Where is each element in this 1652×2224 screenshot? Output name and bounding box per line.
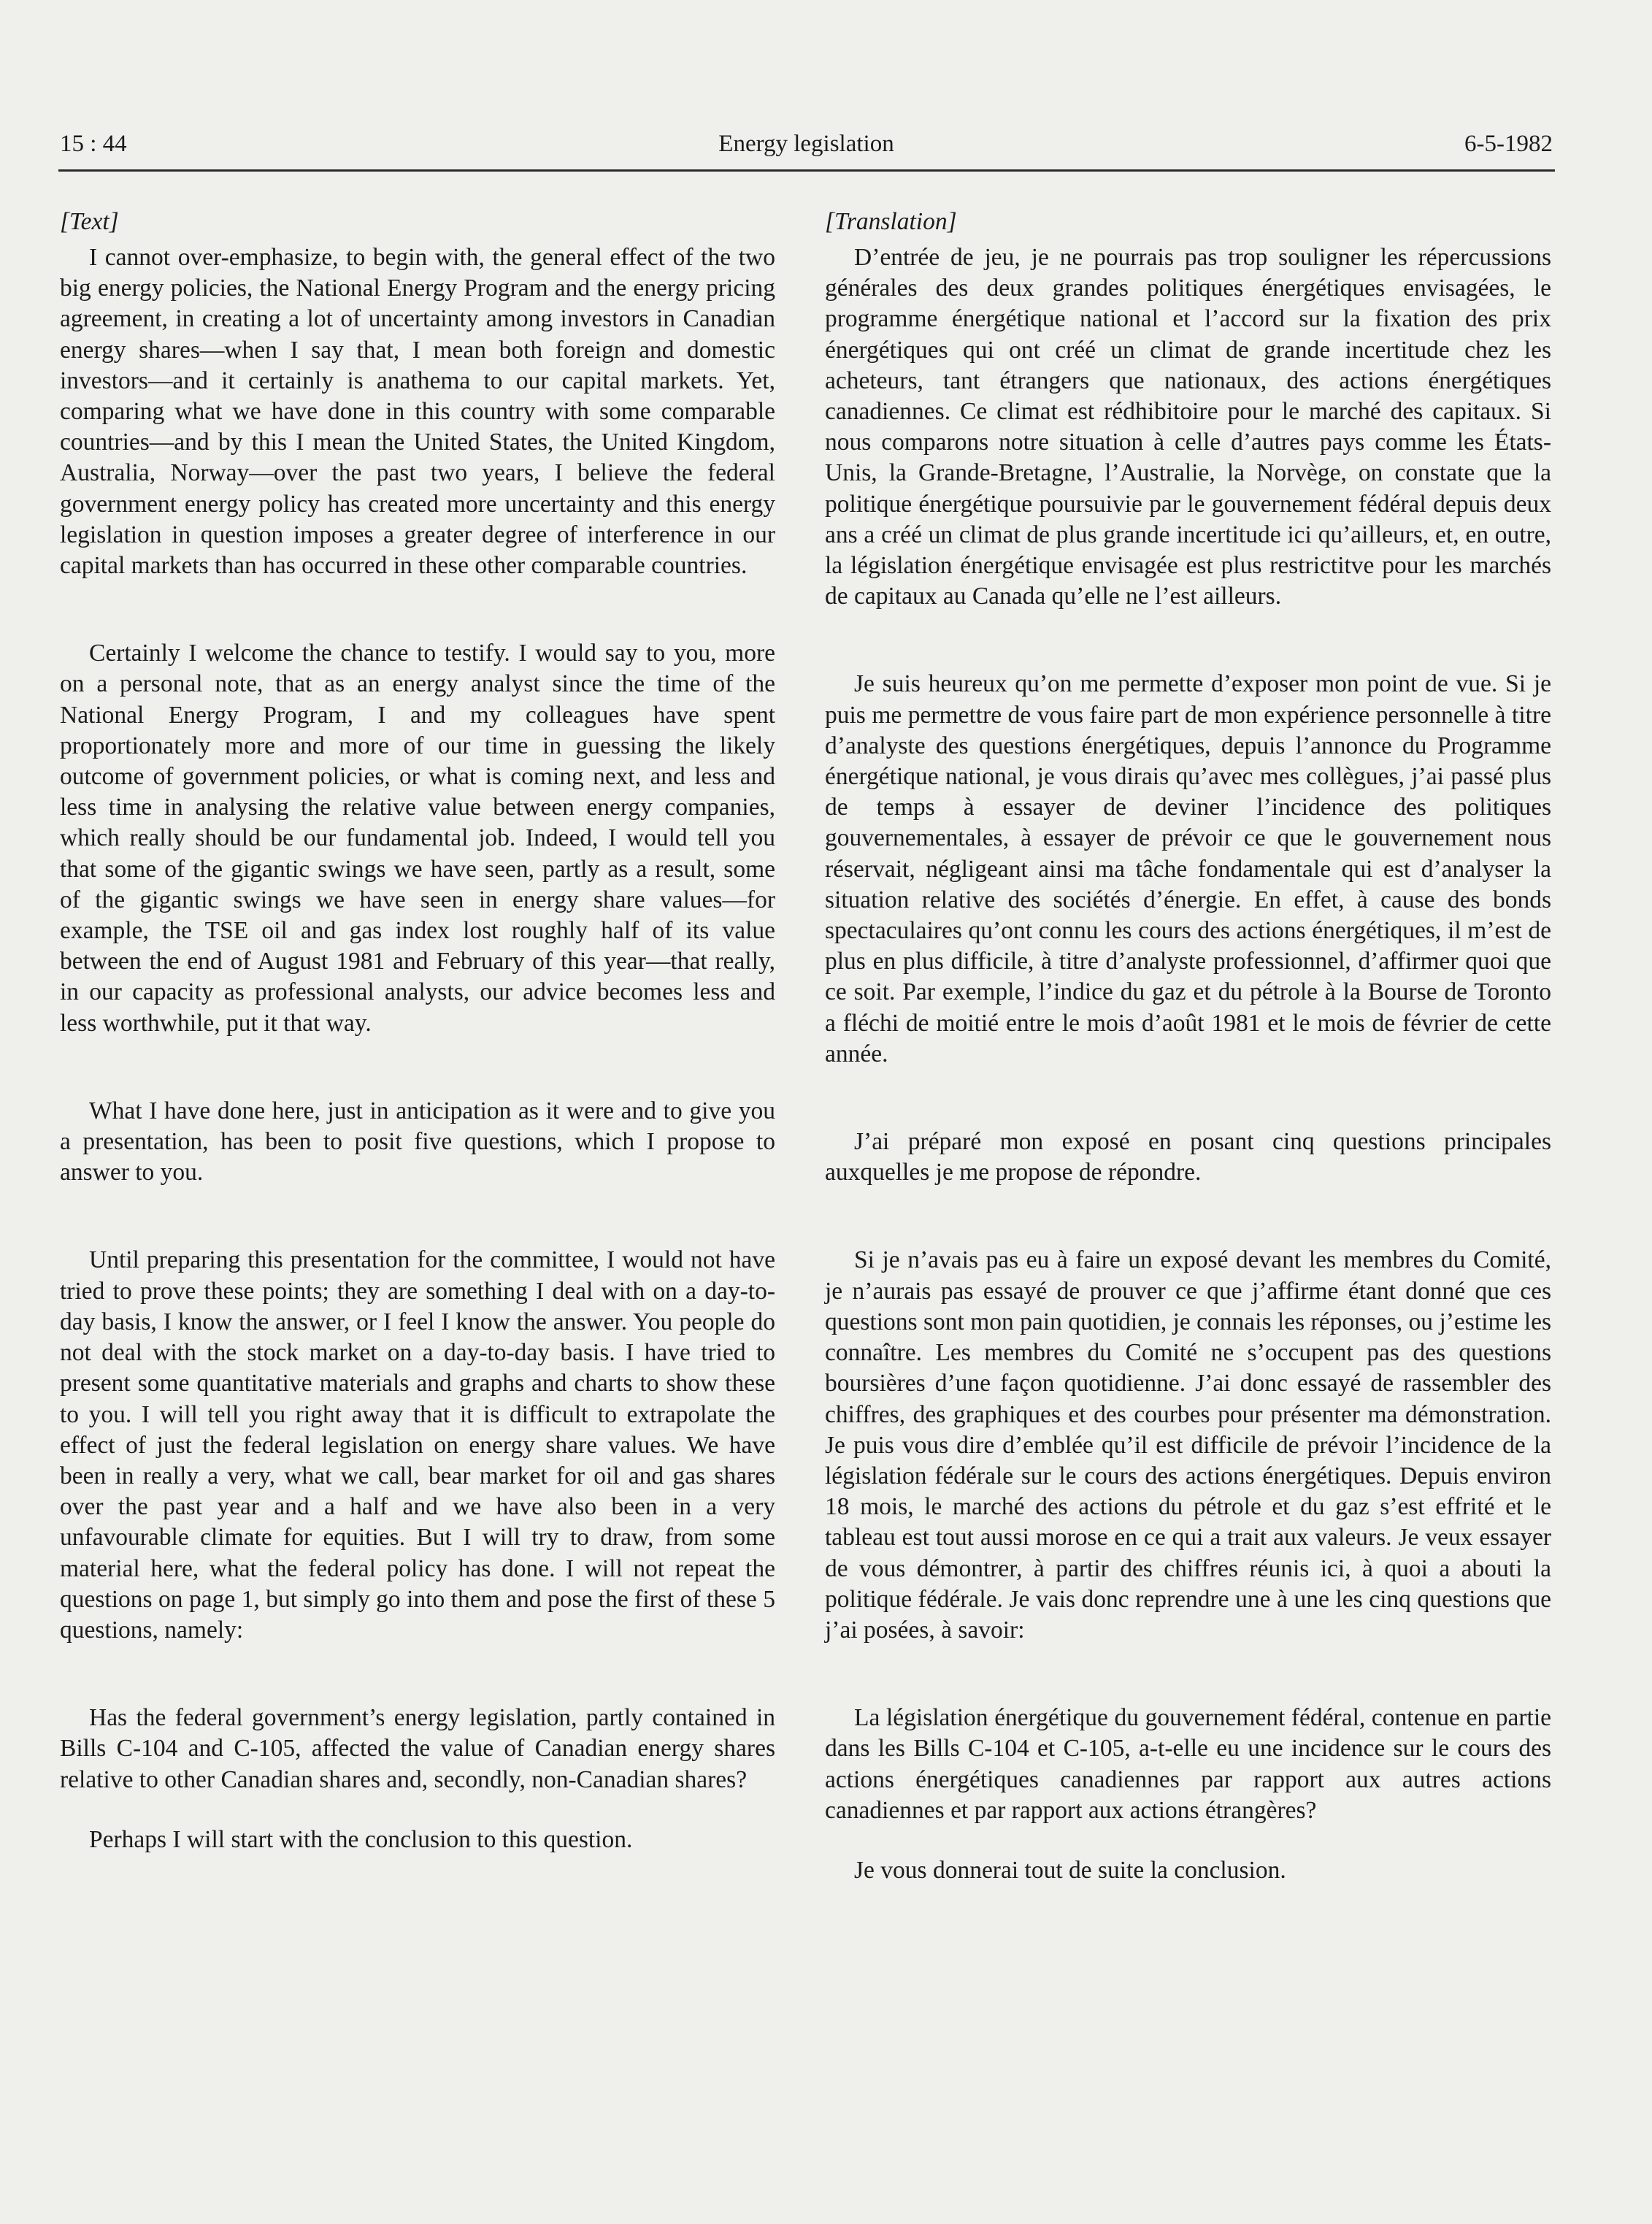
english-paragraph-2: Certainly I welcome the chance to testify. I would say to you, more on a personal note, that as an energy analyst since the time of the National Energy Program, I and my colleagues have spent proportionately more and more of our time in guessing the likely outcome of government policies, or what is coming next, and less and less time in analysing the relative value between energy companies, which really should be our fundamental job. Indeed, I would tell you that some of the gigantic swings we have seen, partly as a result, some of the gigantic swings we have seen in energy share values—for example, the TSE oil and gas index lost roughly half of its value between the end of August 1981 and February of this year—that really, in our capacity as professional analysts, our advice becomes less and less worthwhile, put it that way. [60,640,775,1037]
english-paragraph-3: What I have done here, just in anticipation as it were and to give you a presentation, has been to posit five questions, which I propose to answer to you. [60,1097,775,1186]
page-header [60,128,1553,166]
french-column [825,206,1551,1886]
english-column [60,206,775,1855]
french-paragraph-6: Je vous donnerai tout de suite la conclusion. [854,1856,1286,1884]
english-paragraph-5: Has the federal government’s energy legislation, partly contained in Bills C-104 and C-105, affected the value of Canadian energy shares relative to other Canadian shares and, secondly, non-Canadian shares? [60,1704,775,1793]
french-paragraph-1: D’entrée de jeu, je ne pourrais pas trop souligner les répercussions générales des deux grandes politiques énergétiques envisagées, le programme énergétique national et l’accord sur la fixation des prix énergétiques qui ont créé un climat de grande incertitude chez les acheteurs, tant étrangers que nationaux, des actions énergétiques canadiennes. Ce climat est rédhibitoire pour le marché des capitaux. Si nous comparons notre situation à celle d’autres pays comme les États-Unis, la Grande-Bretagne, l’Australie, la Norvège, on constate que la politique énergétique poursuivie par le gouvernement fédéral depuis deux ans a créé un climat de plus grande incertitude ici qu’ailleurs, et, en outre, la législation énergétique envisagée est plus restrictitve pour les marchés de capitaux au Canada qu’elle ne l’est ailleurs. [825,244,1551,610]
english-paragraph-4: Until preparing this presentation for the committee, I would not have tried to prove these points; they are something I deal with on a day-to-day basis, I know the answer, or I feel I know the answer. You people do not deal with the stock market on a day-to-day basis. I have tried to present some quantitative materials and graphs and charts to show these to you. I will tell you right away that it is difficult to extrapolate the effect of just the federal legislation on energy share values. We have been in really a very, what we call, bear market for oil and gas shares over the past year and a half and we have also been in a very unfavourable climate for equities. But I will try to draw, from some material here, what the federal policy has done. I will not repeat the questions on page 1, but simply go into them and pose the first of these 5 questions, namely: [60,1246,775,1644]
english-label: [Text] [60,208,119,235]
page-number: 15 : 44 [60,131,127,157]
french-paragraph-5: La législation énergétique du gouvernement fédéral, contenue en partie dans les Bills C-104 et C-105, a-t-elle eu une incidence sur le cours des actions énergétiques canadiennes par rapport aux autres actions canadiennes et par rapport aux actions étrangères? [825,1704,1551,1824]
french-paragraph-4: Si je n’avais pas eu à faire un exposé devant les membres du Comité, je n’aurais pas essayé de prouver ce que j’affirme étant donné que ces questions sont mon pain quotidien, je connais les réponses, ou j’estime les connaître. Les membres du Comité ne s’occupent pas des questions boursières d’une façon quotidienne. J’ai donc essayé de rassembler des chiffres, des graphiques et des courbes pour présenter ma démonstration. Je puis vous dire d’emblée qu’il est difficile de prévoir l’incidence de la législation fédérale sur le cours des actions énergétiques. Depuis environ 18 mois, le marché des actions du pétrole et du gaz s’est effrité et le tableau est tout aussi morose en ce qui a trait aux valeurs. Je veux essayer de vous démontrer, à partir des chiffres réunis ici, à quoi a abouti la politique fédérale. Je vais donc reprendre une à une les cinq questions que j’ai posées, à savoir: [825,1246,1551,1644]
header-rule [58,169,1555,172]
french-label: [Translation] [825,208,957,235]
header-date: 6-5-1982 [1464,131,1553,157]
french-paragraph-3: J’ai préparé mon exposé en posant cinq questions principales auxquelles je me propose de répondre. [825,1128,1551,1186]
running-title: Energy legislation [718,131,894,157]
french-paragraph-2: Je suis heureux qu’on me permette d’exposer mon point de vue. Si je puis me permettre de vous faire part de mon expérience personnelle à titre d’analyste des questions énergétiques, depuis l’annonce du Programme énergétique national, je vous dirais qu’avec mes collègues, j’ai passé plus de temps à essayer de deviner l’incidence des politiques gouvernementales, à essayer de prévoir ce que le gouvernement nous réservait, négligeant ainsi ma tâche fondamentale qui est d’analyser la situation relative des sociétés d’énergie. En effet, à cause des bonds spectaculaires qu’ont connu les cours des actions énergétiques, il m’est de plus en plus difficile, à titre d’analyste professionnel, d’affirmer quoi que ce soit. Par exemple, l’indice du gaz et du pétrole à la Bourse de Toronto a fléchi de moitié entre le mois d’août 1981 et le mois de février de cette année. [825,670,1551,1067]
english-paragraph-1: I cannot over-emphasize, to begin with, the general effect of the two big energy policies, the National Energy Program and the energy pricing agreement, in creating a lot of uncertainty among investors in Canadian energy shares—when I say that, I mean both foreign and domestic investors—and it certainly is anathema to our capital markets. Yet, comparing what we have done in this country with some comparable countries—and by this I mean the United States, the United Kingdom, Australia, Norway—over the past two years, I believe the federal government energy policy has created more uncertainty and this energy legislation in question imposes a greater degree of interference in our capital markets than has occurred in these other comparable countries. [60,244,775,580]
english-paragraph-6: Perhaps I will start with the conclusion to this question. [89,1825,633,1853]
